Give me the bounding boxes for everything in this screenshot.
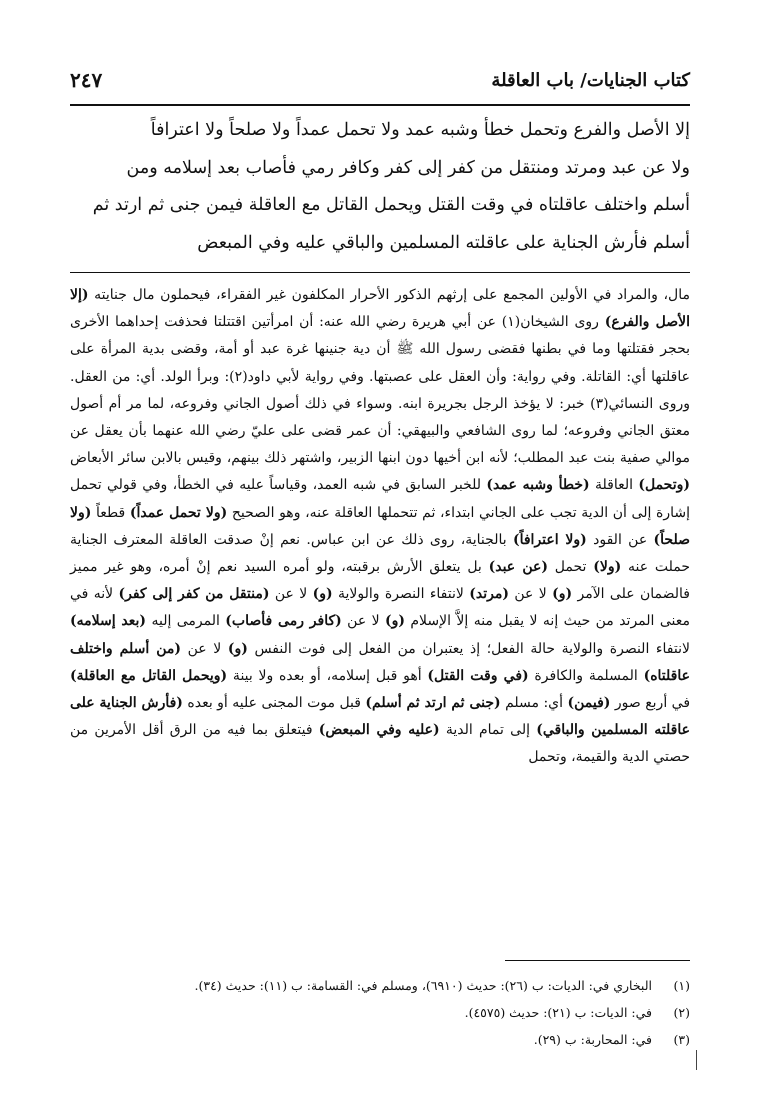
matn-quote: (جنى ثم ارتد ثم أسلم) bbox=[365, 695, 501, 712]
commentary-run: للخبر السابق في شبه العمد، وقياساً عليه في الخطأ، وفي قولي تحمل إشارة إلى أن الدية تجب على الجاني ابتداء، ثم تتحملها العاقلة عنه، وهو الصحيح bbox=[70, 477, 690, 521]
commentary-run: قطعاً bbox=[91, 504, 130, 521]
footnote-text: البخاري في: الديات: ب (٢٦): حديث (٦٩١٠)، ومسلم في: القسامة: ب (١١): حديث (٣٤). bbox=[194, 978, 652, 993]
commentary-run: إلى تمام الدية bbox=[439, 722, 537, 739]
footnote-separator bbox=[505, 960, 690, 961]
footnote-text: في: المحاربة: ب (٢٩). bbox=[533, 1032, 652, 1047]
commentary-run: بل يتعلق الأرش برقبته، ولو أمره السيد نعم إنْ أمره، وهو غير مميز فالضمان على الآمر bbox=[70, 559, 690, 603]
commentary-paragraph bbox=[70, 282, 690, 772]
matn-quote: (و) bbox=[384, 613, 405, 630]
running-title: كتاب الجنايات/ باب العاقلة bbox=[491, 69, 690, 91]
footnote-marker: (٣) bbox=[673, 1032, 690, 1047]
footnote-marker: (٢) bbox=[673, 1005, 690, 1020]
matn-quote: (ويحمل القاتل مع العاقلة) bbox=[70, 667, 228, 684]
matn-quote: (وتحمل) bbox=[638, 477, 690, 494]
footnote-item bbox=[70, 999, 690, 1026]
commentary-run: لانتفاء النصرة والولاية حالة الفعل؛ إذ يعتبران من الفعل إلى فوت النفس bbox=[247, 640, 690, 657]
matn-quote: (من أسلم واختلف عاقلتاه) bbox=[70, 640, 690, 684]
matn-line: ولا عن عبد ومرتد ومنتقل من كفر إلى كفر وكافر رمي فأصاب بعد إسلامه ومن bbox=[126, 157, 690, 178]
footnote-marker: (١) bbox=[673, 978, 690, 993]
commentary-run: المسلمة والكافرة bbox=[528, 667, 644, 684]
matn-quote: (عن عبد) bbox=[488, 559, 549, 576]
commentary-run: تحمل bbox=[548, 559, 594, 576]
matn-quote: (إلا الأصل والفرع) bbox=[70, 287, 690, 331]
footnotes bbox=[70, 972, 690, 1053]
commentary-run: لا عن bbox=[508, 586, 553, 603]
matn-quote: (منتقل من كفر إلى كفر) bbox=[118, 586, 270, 603]
matn-quote: (ولا تحمل عمداً) bbox=[129, 504, 228, 521]
matn-text bbox=[70, 112, 690, 262]
commentary-run: روى الشيخان(١) عن أبي هريرة رضي الله عنه: أن امرأتين اقتتلتا فحذفت إحداهما الأخرى بحجر فقتلتها وما في بطنها فقضى رسول الله ﷺ أن دية جنينها غرة عبد أو أمة، وقضى بدية المرأة على عاقلتها أي: القاتلة. وفي رواية: وأن العقل على عصبتها. وفي رواية لأبي داود(٢): وبرأ الولد. أي: من العقل. وروى النسائي(٣) خبر: لا يؤخذ الرجل بجريرة ابنه. وسواء في ذلك أصول الجاني وفروعه، لما مر أم أصول معتق الجاني وفروعه؛ لما روى الشافعي والبيهقي: أن عمر قضى على عليّ رضي الله عنهما بأن يعقل عن موالي صفية بنت عبد المطلب؛ لأنه ابن أخيها دون ابنها الزبير، واشتهر ذلك بينهم، وقيس بالابن سائر الأبعاض bbox=[70, 314, 690, 467]
page-header bbox=[70, 60, 690, 100]
matn-line: إلا الأصل والفرع وتحمل خطأ وشبه عمد ولا تحمل عمداً ولا صلحاً ولا اعترافاً bbox=[150, 120, 690, 140]
commentary-run: لا عن bbox=[181, 640, 228, 657]
matn-quote: (ولا صلحاً) bbox=[70, 504, 690, 548]
matn-quote: (فأرش الجناية على عاقلته المسلمين والباقي) bbox=[70, 695, 690, 739]
commentary-run: أهو قبل إسلامه، أو بعده ولا بينة bbox=[227, 667, 428, 684]
matn-quote: (و) bbox=[552, 586, 573, 603]
matn-quote: (ولا) bbox=[593, 559, 622, 576]
page-number: ٢٤٧ bbox=[70, 68, 103, 92]
commentary-text bbox=[70, 282, 690, 772]
matn-quote: (عليه وفي المبعض) bbox=[318, 722, 440, 739]
commentary-run: مال، والمراد في الأولين المجمع على إرثهم الذكور الأحرار المكلفون غير الفقراء، فيحملون مال جنايته bbox=[88, 287, 690, 303]
commentary-separator bbox=[70, 272, 690, 273]
commentary-run: عن القود bbox=[586, 531, 654, 548]
commentary-run: في أربع صور bbox=[610, 695, 691, 712]
commentary-run: لا عن bbox=[341, 613, 385, 630]
commentary-run: لانتفاء النصرة والولاية bbox=[332, 586, 470, 603]
commentary-run: أي: مسلم bbox=[500, 695, 568, 712]
footnote-text: في: الديات: ب (٢١): حديث (٤٥٧٥). bbox=[464, 1005, 652, 1020]
header-rule bbox=[70, 104, 690, 106]
matn-quote: (مرتد) bbox=[469, 586, 509, 603]
commentary-run: لا عن bbox=[269, 586, 313, 603]
matn-quote: (خطأ وشبه عمد) bbox=[486, 477, 590, 494]
commentary-run: لأنه في معنى المرتد من حيث إنه لا يقبل منه إلاَّ الإسلام bbox=[70, 586, 690, 630]
commentary-run: العاقلة bbox=[589, 477, 639, 494]
commentary-run: بالجناية، روى ذلك عن ابن عباس. نعم إنْ صدقت العاقلة المعترف الجناية حملت عنه bbox=[70, 531, 690, 576]
margin-mark bbox=[696, 1050, 697, 1070]
matn-quote: (و) bbox=[312, 586, 333, 603]
commentary-run: قبل موت المجنى عليه أو بعده bbox=[182, 695, 366, 712]
matn-quote: (فيمن) bbox=[567, 695, 611, 712]
commentary-run: فيتعلق بما فيه من الرق أقل الأمرين من حصتي الدية والقيمة، وتحمل bbox=[70, 722, 690, 766]
matn-quote: (كافر رمى فأصاب) bbox=[225, 613, 342, 630]
footnote-item bbox=[70, 1026, 690, 1053]
matn-quote: (و) bbox=[227, 640, 248, 657]
footnote-item bbox=[70, 972, 690, 999]
matn-line: أسلم فأرش الجناية على عاقلته المسلمين والباقي عليه وفي المبعض bbox=[197, 232, 690, 253]
matn-line: أسلم واختلف عاقلتاه في وقت القتل ويحمل القاتل مع العاقلة فيمن جنى ثم ارتد ثم bbox=[92, 195, 690, 215]
matn-quote: (في وقت القتل) bbox=[427, 667, 529, 684]
matn-quote: (ولا اعترافاً) bbox=[512, 531, 587, 548]
commentary-run: المرمى إليه bbox=[146, 613, 226, 630]
matn-quote: (بعد إسلامه) bbox=[70, 613, 147, 630]
